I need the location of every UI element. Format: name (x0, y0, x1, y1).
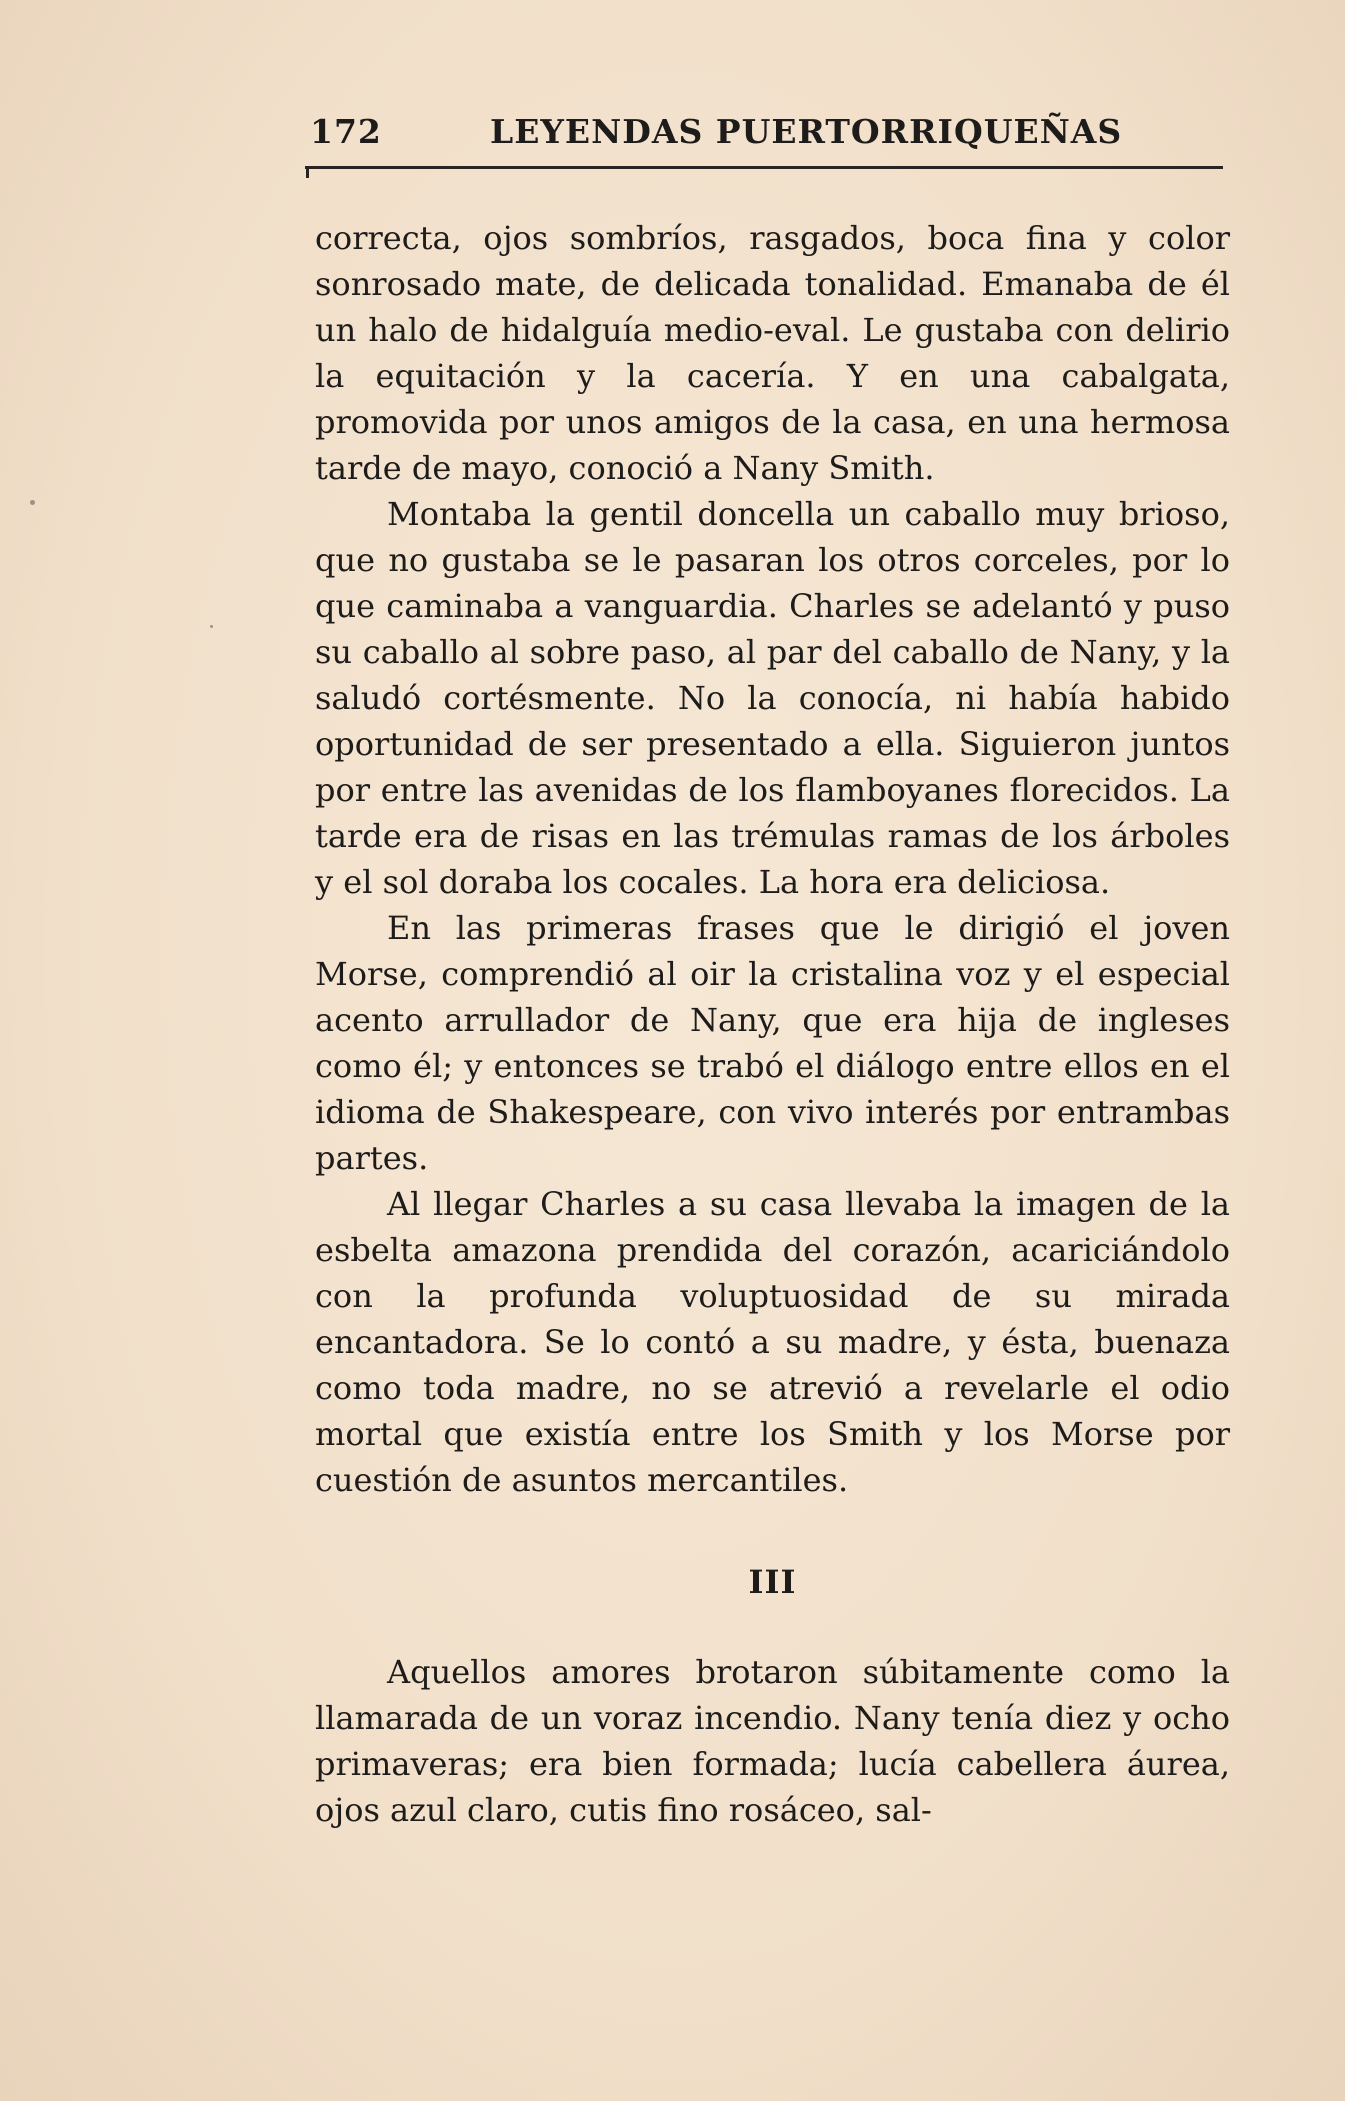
page-header (310, 112, 1230, 162)
paper-speck (210, 625, 213, 628)
page-number: 172 (310, 112, 382, 151)
paragraph: Aquellos amores brotaron súbitamente como la llamarada de un voraz incendio. Nany tenía diez y ocho primaveras; era bien formada; lucía cabellera áurea, ojos azul claro, cutis fino rosáceo, sal- (315, 1653, 1230, 1829)
paragraph: Al llegar Charles a su casa llevaba la imagen de la esbelta amazona prendida del corazón, acariciándolo con la profunda voluptuosidad de su mirada encantadora. Se lo contó a su madre, y ésta, buenaza como toda madre, no se atrevió a revelarle el odio mortal que existía entre los Smith y los Morse por cuestión de asuntos mercantiles. (315, 1185, 1230, 1499)
section-heading: III (748, 1563, 797, 1601)
paper-speck (30, 500, 35, 505)
header-rule-tick (306, 166, 309, 178)
running-title: LEYENDAS PUERTORRIQUEÑAS (490, 112, 1123, 151)
paragraph-continued: correcta, ojos sombríos, rasgados, boca fina y color sonrosado mate, de delicada tonalidad. Emanaba de él un halo de hidalguía medio-eval. Le gustaba con delirio la equitación y la cacería. Y en una cabalgata, promovida por unos amigos de la casa, en una hermosa tarde de mayo, conoció a Nany Smith. (315, 219, 1230, 487)
page-body (315, 215, 1230, 1833)
paragraph: En las primeras frases que le dirigió el joven Morse, comprendió al oir la cristalina voz y el especial acento arrullador de Nany, que era hija de ingleses como él; y entonces se trabó el diálogo entre ellos en el idioma de Shakespeare, con vivo interés por entrambas partes. (315, 909, 1230, 1177)
paragraph: Montaba la gentil doncella un caballo muy brioso, que no gustaba se le pasaran los otros corceles, por lo que caminaba a vanguardia. Charles se adelantó y puso su caballo al sobre paso, al par del caballo de Nany, y la saludó cortésmente. No la conocía, ni había habido oportunidad de ser presentado a ella. Siguieron juntos por entre las avenidas de los flamboyanes florecidos. La tarde era de risas en las trémulas ramas de los árboles y el sol doraba los cocales. La hora era deliciosa. (315, 495, 1230, 901)
header-rule (305, 166, 1223, 169)
